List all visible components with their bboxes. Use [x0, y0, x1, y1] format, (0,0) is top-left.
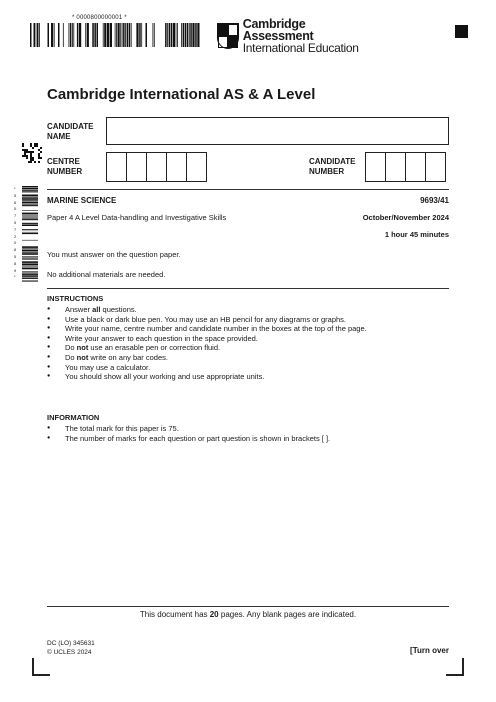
- crest-icon: [217, 23, 239, 49]
- centre-digit-box[interactable]: [166, 152, 187, 182]
- answer-note: You must answer on the question paper.: [47, 250, 181, 259]
- divider: [47, 606, 449, 607]
- top-barcode: [30, 23, 200, 47]
- crop-mark: [32, 674, 50, 676]
- side-barcode-digit: *: [14, 274, 16, 280]
- candidate-digit-box[interactable]: [405, 152, 426, 182]
- list-item: ● Write your name, centre number and candidate number in the boxes at the top of the page.: [47, 324, 449, 334]
- candidate-digit-box[interactable]: [425, 152, 446, 182]
- candidate-digit-box[interactable]: [385, 152, 406, 182]
- list-item: ● The total mark for this paper is 75.: [47, 424, 449, 434]
- crop-mark: [446, 674, 464, 676]
- copyright: © UCLES 2024: [47, 649, 92, 656]
- qr-code-icon: [22, 143, 42, 163]
- centre-digit-box[interactable]: [186, 152, 207, 182]
- side-barcode-digit: 5: [14, 192, 17, 198]
- logo-line-1: Cambridge Assessment: [242, 17, 314, 43]
- list-item: ● You may use a calculator.: [47, 363, 449, 373]
- side-barcode-digit: 0: [14, 240, 17, 246]
- registration-mark: [455, 25, 468, 38]
- side-barcode: [14, 186, 38, 282]
- side-barcode-digit: 8: [14, 247, 17, 253]
- centre-number-field[interactable]: [107, 152, 207, 182]
- list-item: ● Write your answer to each question in the space provided.: [47, 334, 449, 344]
- centre-digit-box[interactable]: [106, 152, 127, 182]
- side-barcode-digit: 0: [14, 206, 17, 212]
- page-count-note: This document has 20 pages. Any blank pages are indicated.: [139, 610, 357, 619]
- materials-note: No additional materials are needed.: [47, 270, 166, 279]
- document-code: DC (LO) 345631: [47, 640, 95, 647]
- centre-number-label: CENTRE NUMBER: [47, 157, 83, 176]
- side-barcode-digit: 9: [14, 267, 17, 273]
- paper-title: Paper 4 A Level Data-handling and Investigative Skills: [47, 213, 227, 222]
- candidate-name-label: CANDIDATE NAME: [47, 122, 94, 141]
- list-item: ● Do not use an erasable pen or correction fluid.: [47, 343, 449, 353]
- candidate-number-field[interactable]: [366, 152, 446, 182]
- syllabus-code: 9693/41: [420, 196, 449, 205]
- list-item: ● Use a black or dark blue pen. You may use an HB pencil for any diagrams or graphs.: [47, 315, 449, 325]
- list-item: ● You should show all your working and use appropriate units.: [47, 372, 449, 382]
- side-barcode-digit: 7: [14, 226, 17, 232]
- side-barcode-digit: 8: [14, 260, 17, 266]
- cambridge-logo: [217, 17, 377, 55]
- centre-digit-box[interactable]: [126, 152, 147, 182]
- side-barcode-digit: 6: [14, 199, 17, 205]
- divider: [47, 288, 449, 289]
- information-list: [47, 424, 449, 443]
- instructions-list: [47, 305, 449, 382]
- exam-duration: 1 hour 45 minutes: [384, 230, 449, 239]
- page-title: Cambridge International AS & A Level: [47, 86, 316, 103]
- barcode-number: * 0000800000001 *: [72, 15, 127, 21]
- centre-digit-box[interactable]: [146, 152, 167, 182]
- side-barcode-digit: 5: [14, 253, 17, 259]
- list-item: ● Answer all questions.: [47, 305, 449, 315]
- information-heading: INFORMATION: [47, 413, 100, 422]
- candidate-name-field[interactable]: [106, 117, 449, 145]
- logo-line-2: International Education: [242, 41, 359, 55]
- list-item: ● Do not write on any bar codes.: [47, 353, 449, 363]
- side-barcode-digit: 7: [14, 213, 17, 219]
- exam-session: October/November 2024: [362, 213, 449, 222]
- divider: [47, 189, 449, 190]
- side-barcode-digits: [14, 186, 21, 282]
- side-barcode-digit: 2: [14, 233, 17, 239]
- list-item: ● The number of marks for each question or part question is shown in brackets [ ].: [47, 434, 449, 444]
- candidate-number-label: CANDIDATE NUMBER: [309, 157, 356, 176]
- candidate-digit-box[interactable]: [365, 152, 386, 182]
- instructions-heading: INSTRUCTIONS: [47, 294, 104, 303]
- turn-over-label: [Turn over: [410, 646, 449, 655]
- side-barcode-digit: 5: [14, 219, 17, 225]
- side-barcode-digit: *: [14, 186, 16, 191]
- subject-title: MARINE SCIENCE: [47, 196, 117, 205]
